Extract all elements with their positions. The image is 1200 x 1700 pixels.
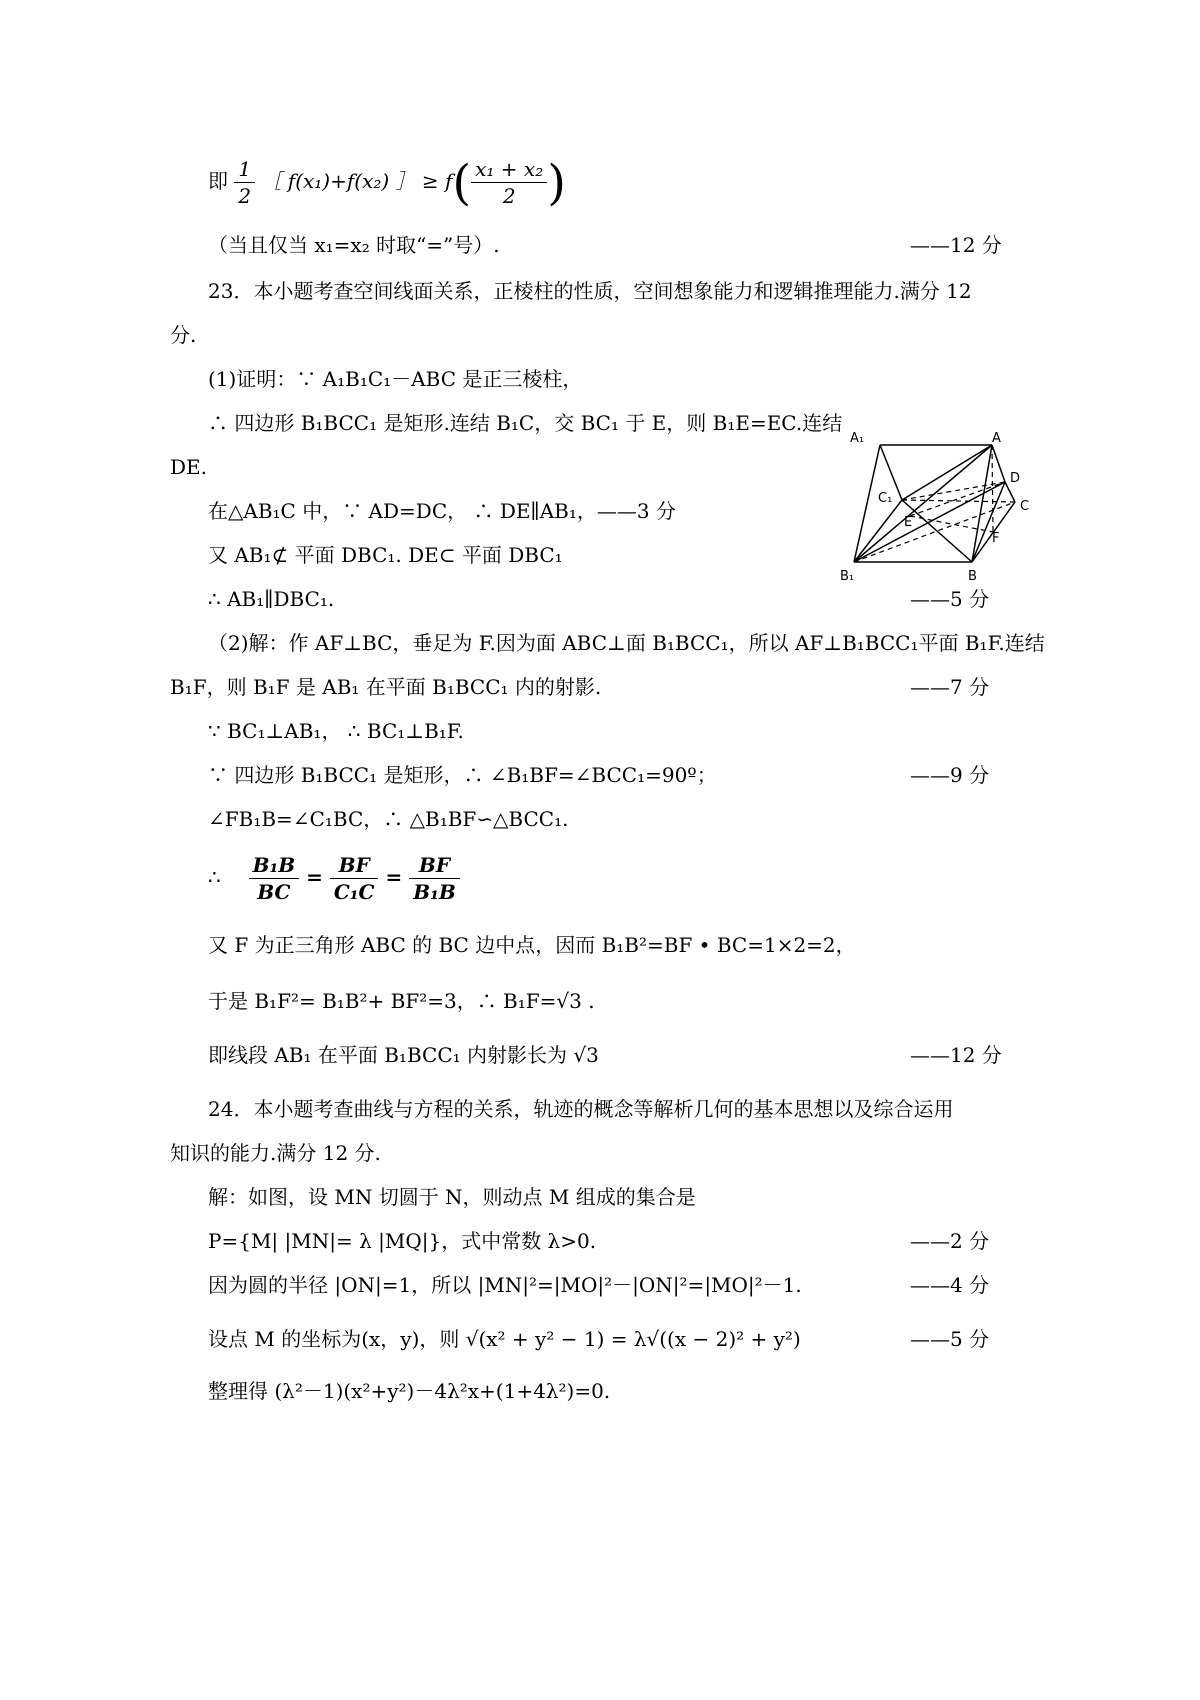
score-label: ——2 分 xyxy=(910,1229,990,1253)
equality-note: （当且仅当 x₁=x₂ 时取“=”号）. xyxy=(208,233,500,257)
fraction-denominator: B₁B xyxy=(413,880,456,904)
vertex-label-a1: A₁ xyxy=(850,431,865,446)
q23-solution-line-1: （2)解：作 AF⊥BC，垂足为 F.因为面 ABC⊥面 B₁BCC₁，所以 AF⊥B₁BCC₁平面 B₁F.连结 xyxy=(208,631,1045,655)
fraction-midpoint xyxy=(471,156,547,209)
q23-proof-line-3: DE. xyxy=(170,455,207,479)
q23-proof-line-1: (1)证明：∵ A₁B₁C₁－ABC 是正三棱柱， xyxy=(208,367,583,391)
bracket-expression: ［ f(x₁)+f(x₂) ］ ≥ f xyxy=(261,169,453,193)
q24-solution-line-4: 设点 M 的坐标为(x，y)，则 √(x² + y² − 1) = λ√((x − 2)² + y²) xyxy=(208,1327,801,1351)
q24-solution-line-3: 因为圆的半径 |ON|=1，所以 |MN|²=|MO|²－|ON|²=|MO|²－1. xyxy=(208,1273,802,1297)
jensen-inequality-line: 即 $\frac{1}{2}$ ［ f(x₁)+f(x₂) ］ ≥ f( $\frac{\text{x₁ + x₂}}{2}$ ) xyxy=(208,154,566,211)
score-label: ——12 分 xyxy=(910,233,1002,257)
fraction-numerator: BF xyxy=(330,852,379,879)
q23-solution-line-2: B₁F，则 B₁F 是 AB₁ 在平面 B₁BCC₁ 内的射影. xyxy=(170,675,602,699)
score-label: ——4 分 xyxy=(910,1273,990,1297)
fraction-numerator: B₁B xyxy=(249,852,300,879)
q23-intro-line-2: 分. xyxy=(170,323,197,347)
score-label: ——5 分 xyxy=(910,1327,990,1351)
q24-solution-line-1: 解：如图，设 MN 切圆于 N，则动点 M 组成的集合是 xyxy=(208,1185,696,1209)
q23-solution-line-5: ∠FB₁B=∠C₁BC，∴ △B₁BF∽△BCC₁. xyxy=(208,807,569,831)
q23-proof-line-4: 在△AB₁C 中，∵ AD=DC， ∴ DE∥AB₁，——3 分 xyxy=(208,499,676,523)
score-label: ——12 分 xyxy=(910,1043,1002,1067)
vertex-label-d: D xyxy=(1010,471,1021,486)
q23-solution-line-4: ∵ 四边形 B₁BCC₁ 是矩形，∴ ∠B₁BF=∠BCC₁=90º； xyxy=(208,763,717,787)
q23-solution-line-3: ∵ BC₁⊥AB₁， ∴ BC₁⊥B₁F. xyxy=(208,719,464,743)
vertex-label-c: C xyxy=(1020,499,1030,514)
q23-proof-line-6: ∴ AB₁∥DBC₁. xyxy=(208,587,335,611)
q23-proof-line-5: 又 AB₁⊄ 平面 DBC₁. DE⊂ 平面 DBC₁ xyxy=(208,543,563,567)
q24-solution-line-2: P={M| |MN|= λ |MQ|}，式中常数 λ>0. xyxy=(208,1229,597,1253)
fraction-numerator: x₁ + x₂ xyxy=(471,156,547,183)
ratio-fraction-3 xyxy=(409,852,460,905)
ratio-fraction-2 xyxy=(330,852,379,905)
fraction-denominator: 2 xyxy=(502,184,516,208)
prism-figure xyxy=(840,430,1070,600)
score-label: ——5 分 xyxy=(910,587,990,611)
vertex-label-a: A xyxy=(992,431,1001,446)
therefore-symbol: ∴ xyxy=(208,865,221,889)
fraction-numerator: 1 xyxy=(234,156,255,183)
score-label: ——9 分 xyxy=(910,763,990,787)
vertex-label-f: F xyxy=(992,531,1000,546)
q23-solution-line-6: 又 F 为正三角形 ABC 的 BC 边中点，因而 B₁B²=BF • BC=1×2=2， xyxy=(208,933,856,957)
ratio-fraction-1 xyxy=(249,852,300,905)
q23-intro-line-1: 23．本小题考查空间线面关系，正棱柱的性质，空间想象能力和逻辑推理能力.满分 12 xyxy=(208,279,972,303)
fraction-half xyxy=(234,156,255,209)
prism-diagram xyxy=(840,430,1070,600)
q24-intro-line-2: 知识的能力.满分 12 分. xyxy=(170,1141,381,1165)
lead-text: 即 xyxy=(208,169,228,193)
vertex-label-c1: C₁ xyxy=(878,491,893,506)
vertex-label-b1: B₁ xyxy=(840,569,855,584)
fraction-denominator: BC xyxy=(257,880,291,904)
score-label: ——7 分 xyxy=(910,675,990,699)
q23-proof-line-2: ∴ 四边形 B₁BCC₁ 是矩形.连结 B₁C，交 BC₁ 于 E，则 B₁E=EC.连结 xyxy=(208,411,843,435)
ratio-equation: ∴ $\frac{\text{B₁B}}{BC}$ = $\frac{BF}{\text{C₁C}}$ = $\frac{BF}{\text{B₁B}}$ xyxy=(208,852,460,905)
vertex-label-e: E xyxy=(904,515,913,530)
fraction-denominator: 2 xyxy=(238,184,252,208)
q23-conclusion: 即线段 AB₁ 在平面 B₁BCC₁ 内射影长为 √3 xyxy=(208,1043,599,1067)
q24-intro-line-1: 24．本小题考查曲线与方程的关系，轨迹的概念等解析几何的基本思想以及综合运用 xyxy=(208,1097,954,1121)
vertex-label-b: B xyxy=(968,569,977,584)
q24-solution-line-5: 整理得 (λ²－1)(x²+y²)－4λ²x+(1+4λ²)=0. xyxy=(208,1379,611,1403)
fraction-denominator: C₁C xyxy=(333,880,375,904)
fraction-numerator: BF xyxy=(409,852,460,879)
q23-solution-line-7: 于是 B₁F²= B₁B²+ BF²=3，∴ B₁F=√3 . xyxy=(208,989,595,1013)
